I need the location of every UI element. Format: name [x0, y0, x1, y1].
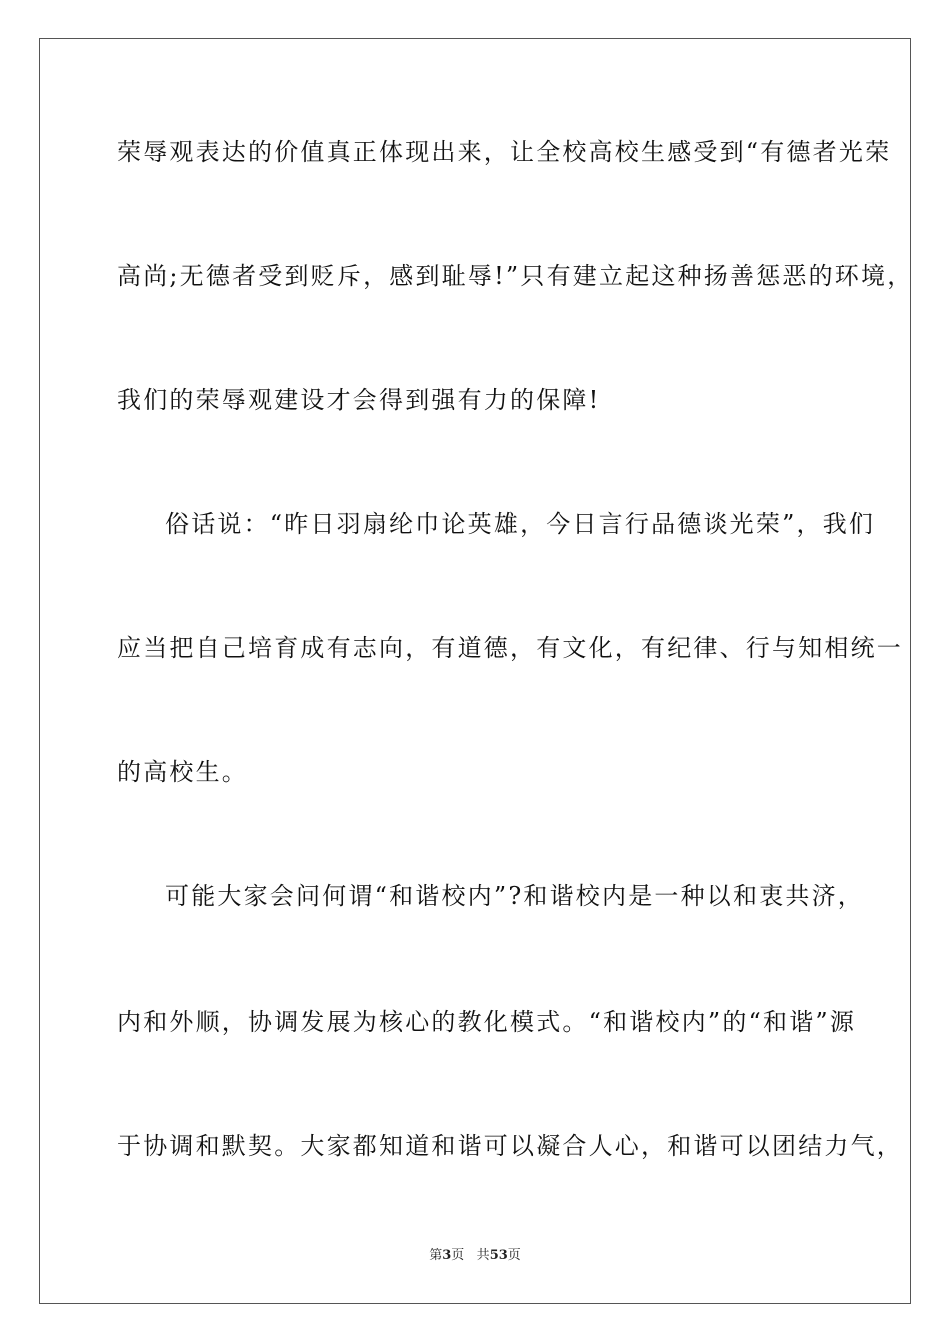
total-suffix: 页: [507, 1248, 521, 1263]
body-text-line: 的高校生。: [117, 758, 248, 786]
total-prefix: 共: [476, 1248, 490, 1263]
body-text-line: 俗话说：“昨日羽扇纶巾论英雄，今日言行品德谈光荣”，我们: [165, 510, 876, 538]
page-border: [39, 38, 914, 1304]
body-text-line: 我们的荣辱观建设才会得到强有力的保障!: [117, 386, 601, 414]
page-prefix: 第: [429, 1248, 443, 1263]
body-text-line: 内和外顺，协调发展为核心的教化模式。“和谐校内”的“和谐”源: [117, 1008, 857, 1036]
page-number: 3: [442, 1248, 452, 1263]
body-text-line: 应当把自己培育成有志向，有道德，有文化，有纪律、行与知相统一: [117, 634, 903, 662]
body-text-line: 荣辱观表达的价值真正体现出来，让全校高校生感受到“有德者光荣: [117, 138, 892, 166]
page-suffix: 页: [451, 1248, 465, 1263]
body-text-line: 高尚;无德者受到贬斥，感到耻辱!”只有建立起这种扬善惩恶的环境，: [117, 262, 914, 290]
body-text-line: 于协调和默契。大家都知道和谐可以凝合人心，和谐可以团结力气，: [117, 1132, 903, 1160]
body-text-line: 可能大家会问何谓“和谐校内”?和谐校内是一种以和衷共济，: [165, 882, 865, 910]
total-pages: 53: [489, 1248, 508, 1263]
page-footer: [0, 1247, 950, 1265]
